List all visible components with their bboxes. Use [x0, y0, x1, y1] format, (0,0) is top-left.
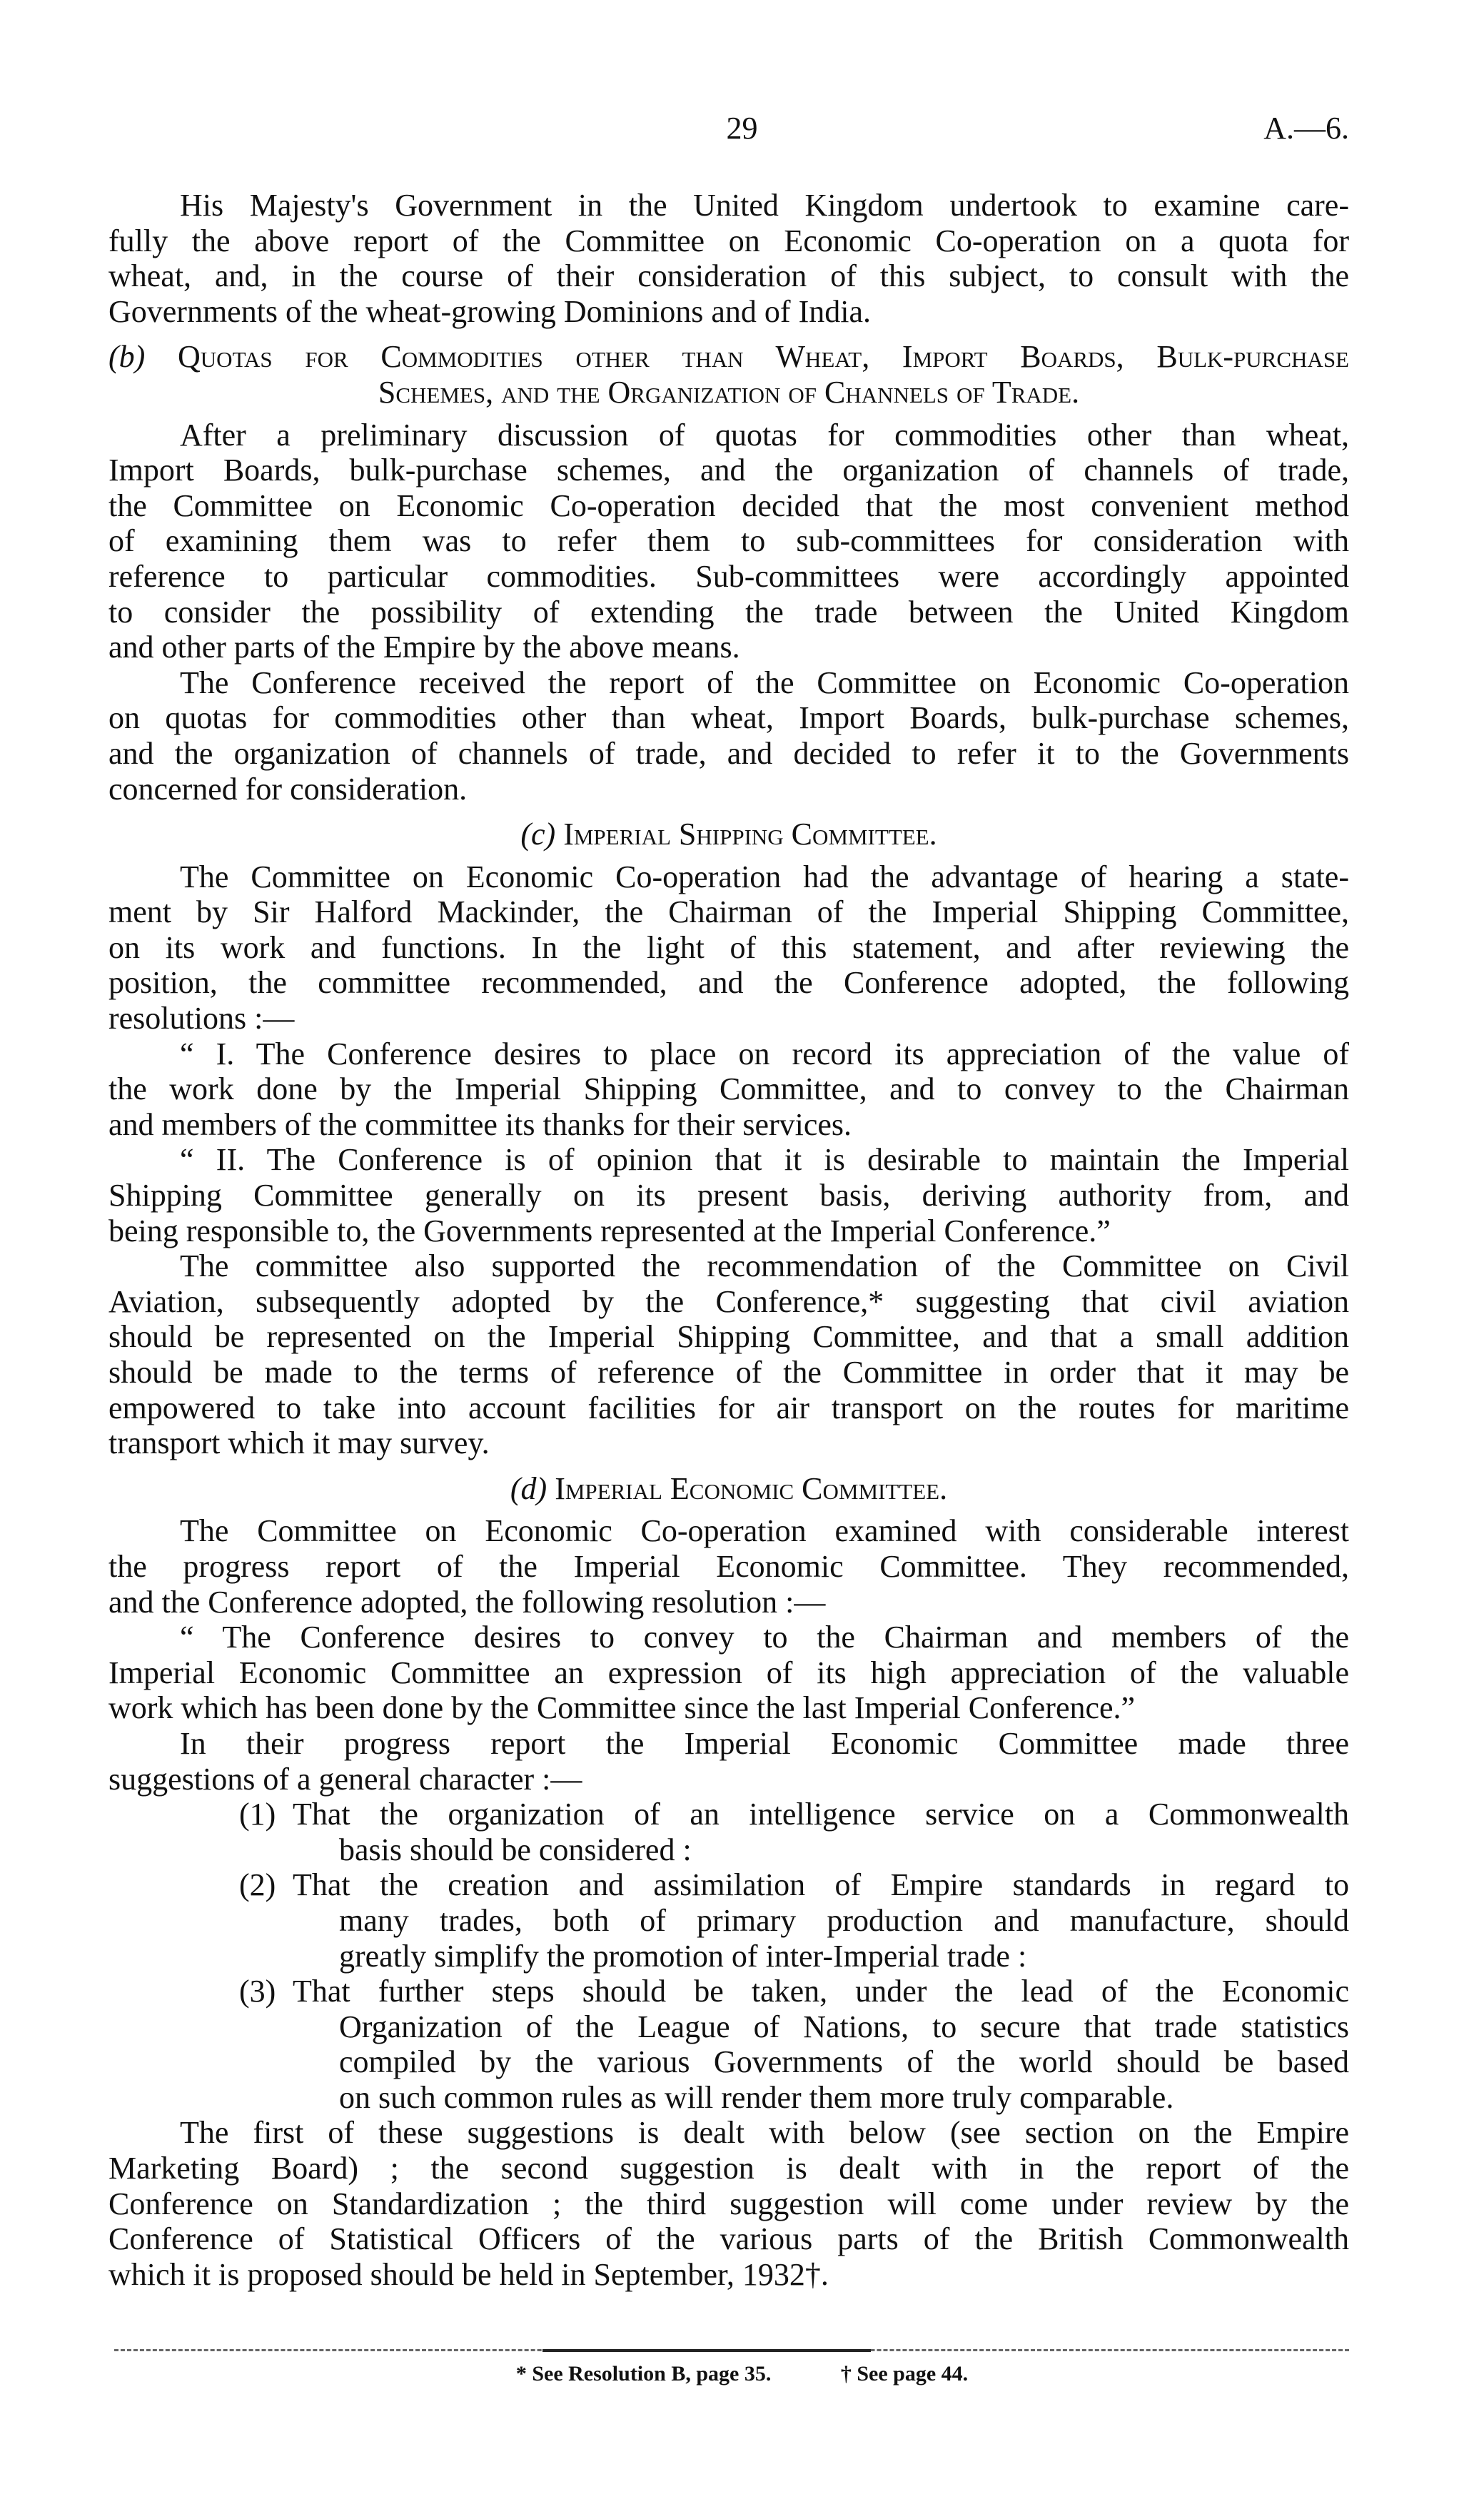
- text-line: wheat, and, in the course of their consideration of this subject, to consult with the: [108, 258, 1349, 294]
- list-item-number: (3): [239, 1974, 276, 2009]
- text-line: [108, 817, 1349, 852]
- text-line: work which has been done by the Committee since the last Imperial Conference.”: [108, 1690, 1136, 1726]
- text-line: Marketing Board) ; the second suggestion is dealt with in the report of the: [108, 2151, 1349, 2186]
- text-line: “ The Conference desires to convey to the Chairman and members of the: [180, 1620, 1349, 1655]
- text-line: The Conference received the report of the Committee on Economic Co-operation: [180, 665, 1349, 700]
- list-item: [239, 1867, 1349, 1974]
- list-item: [239, 1797, 1349, 1867]
- paragraph: [108, 2115, 1349, 2292]
- text-line: [108, 339, 1349, 375]
- text-line: to consider the possibility of extending the trade between the United Kingdom: [108, 594, 1349, 630]
- text-line: In their progress report the Imperial Economic Committee made three: [180, 1725, 1349, 1761]
- text-line: Conference on Standardization ; the third suggestion will come under review by the: [108, 2186, 1349, 2221]
- text-line: empowered to take into account facilities for air transport on the routes for maritime: [108, 1390, 1349, 1425]
- text-line: the work done by the Imperial Shipping Committee, and to convey to the Chairman: [108, 1071, 1349, 1107]
- text-line: “ II. The Conference is of opinion that it is desirable to maintain the Imperial: [180, 1142, 1349, 1178]
- text-line: transport which it may survey.: [108, 1425, 490, 1461]
- text-line: Import Boards, bulk-purchase schemes, and the organization of channels of trade,: [108, 453, 1349, 488]
- text-line: The Committee on Economic Co-operation examined with considerable interest: [180, 1513, 1349, 1549]
- text-line: ment by Sir Halford Mackinder, the Chairman of the Imperial Shipping Committee,: [108, 894, 1349, 930]
- text-line: The first of these suggestions is dealt with below (see section on the Empire: [180, 2115, 1349, 2151]
- heading-text: Imperial Economic Committee.: [555, 1470, 948, 1506]
- text-line: That the creation and assimilation of Empire standards in regard to: [293, 1867, 1349, 1903]
- paragraph: [108, 859, 1349, 1036]
- section-heading: [108, 1471, 1349, 1507]
- text-line: Shipping Committee generally on its present basis, deriving authority from, and: [108, 1178, 1349, 1213]
- footnote-divider-center: [542, 2349, 871, 2352]
- text-line: Imperial Economic Committee an expression of its high appreciation of the valuable: [108, 1655, 1349, 1690]
- text-line: Governments of the wheat-growing Dominions and of India.: [108, 293, 871, 329]
- footnotes: [0, 2360, 1484, 2388]
- text-line: compiled by the various Governments of the world should be based: [339, 2044, 1349, 2080]
- list-item-number: (1): [239, 1797, 276, 1832]
- text-line: The Committee on Economic Co-operation had the advantage of hearing a state-: [180, 859, 1349, 894]
- text-line: and other parts of the Empire by the above means.: [108, 630, 740, 665]
- text-line: Conference of Statistical Officers of the various parts of the British Commonwealth: [108, 2221, 1349, 2257]
- paragraph: [108, 1036, 1349, 1143]
- page-number: 29: [726, 111, 758, 146]
- text-line: “ I. The Conference desires to place on record its appreciation of the value of: [180, 1036, 1349, 1071]
- paragraph: [108, 1248, 1349, 1461]
- text-line: being responsible to, the Governments represented at the Imperial Conference.”: [108, 1213, 1111, 1248]
- text-line: His Majesty's Government in the United Kingdom undertook to examine care-: [180, 188, 1349, 223]
- paragraph: [108, 418, 1349, 665]
- text-line: position, the committee recommended, and the Conference adopted, the following: [108, 965, 1349, 1001]
- list-item-number: (2): [239, 1867, 276, 1903]
- document-reference: A.—6.: [1263, 111, 1349, 146]
- text-line: which it is proposed should be held in September, 1932†.: [108, 2256, 829, 2292]
- text-line: Aviation, subsequently adopted by the Conference,* suggesting that civil aviation: [108, 1283, 1349, 1319]
- text-line: and the Conference adopted, the following resolution :—: [108, 1584, 826, 1620]
- heading-label: (d): [510, 1470, 547, 1506]
- footnote-1: * See Resolution B, page 35.: [515, 2362, 772, 2386]
- text-line: the Committee on Economic Co-operation decided that the most convenient method: [108, 488, 1349, 523]
- list-item: [239, 1974, 1349, 2115]
- heading-label: (b): [108, 339, 146, 375]
- text-line: many trades, both of primary production and manufacture, should: [339, 1902, 1349, 1938]
- footnote-2: † See page 44.: [840, 2362, 969, 2386]
- text-line: The committee also supported the recommendation of the Committee on Civil: [180, 1248, 1349, 1284]
- paragraph: [108, 665, 1349, 807]
- paragraph: [108, 188, 1349, 329]
- text-line: That the organization of an intelligence service on a Commonwealth: [293, 1797, 1349, 1832]
- document-body: [108, 188, 1349, 2292]
- text-line: fully the above report of the Committee on Economic Co-operation on a quota for: [108, 223, 1349, 258]
- text-line: the progress report of the Imperial Economic Committee. They recommended,: [108, 1548, 1349, 1584]
- text-line: That further steps should be taken, under the lead of the Economic: [293, 1974, 1349, 2009]
- text-line: suggestions of a general character :—: [108, 1761, 582, 1797]
- text-line: of examining them was to refer them to sub-committees for consideration with: [108, 523, 1349, 559]
- paragraph: [108, 1726, 1349, 1797]
- heading-text: Quotas for Commodities other than Wheat, Import Boards, Bulk-purchase: [178, 339, 1349, 375]
- paragraph: [108, 1620, 1349, 1726]
- text-line: After a preliminary discussion of quotas for commodities other than wheat,: [180, 417, 1349, 453]
- text-line: on quotas for commodities other than wheat, Import Boards, bulk-purchase schemes,: [108, 700, 1349, 736]
- section-heading: [108, 817, 1349, 852]
- text-line: reference to particular commodities. Sub-committees were accordingly appointed: [108, 558, 1349, 594]
- section-heading: [108, 339, 1349, 410]
- text-line: greatly simplify the promotion of inter-Imperial trade :: [339, 1938, 1027, 1974]
- heading-label: (c): [520, 817, 556, 852]
- text-line: and members of the committee its thanks for their services.: [108, 1106, 852, 1142]
- text-line: resolutions :—: [108, 1001, 295, 1036]
- text-line: Schemes, and the Organization of Channels of Trade.: [378, 374, 1080, 410]
- text-line: should be made to the terms of reference of the Committee in order that it may be: [108, 1355, 1349, 1390]
- text-line: [108, 1471, 1349, 1507]
- paragraph: [108, 1513, 1349, 1620]
- text-line: on such common rules as will render them more truly comparable.: [339, 2079, 1174, 2115]
- text-line: on its work and functions. In the light of this statement, and after reviewing the: [108, 929, 1349, 965]
- text-line: and the organization of channels of trade, and decided to refer it to the Governments: [108, 735, 1349, 771]
- text-line: should be represented on the Imperial Shipping Committee, and that a small addition: [108, 1319, 1349, 1355]
- text-line: concerned for consideration.: [108, 771, 468, 807]
- heading-text: Imperial Shipping Committee.: [563, 817, 937, 852]
- paragraph: [108, 1142, 1349, 1248]
- text-line: basis should be considered :: [339, 1832, 692, 1867]
- text-line: Organization of the League of Nations, to secure that trade statistics: [339, 2009, 1349, 2044]
